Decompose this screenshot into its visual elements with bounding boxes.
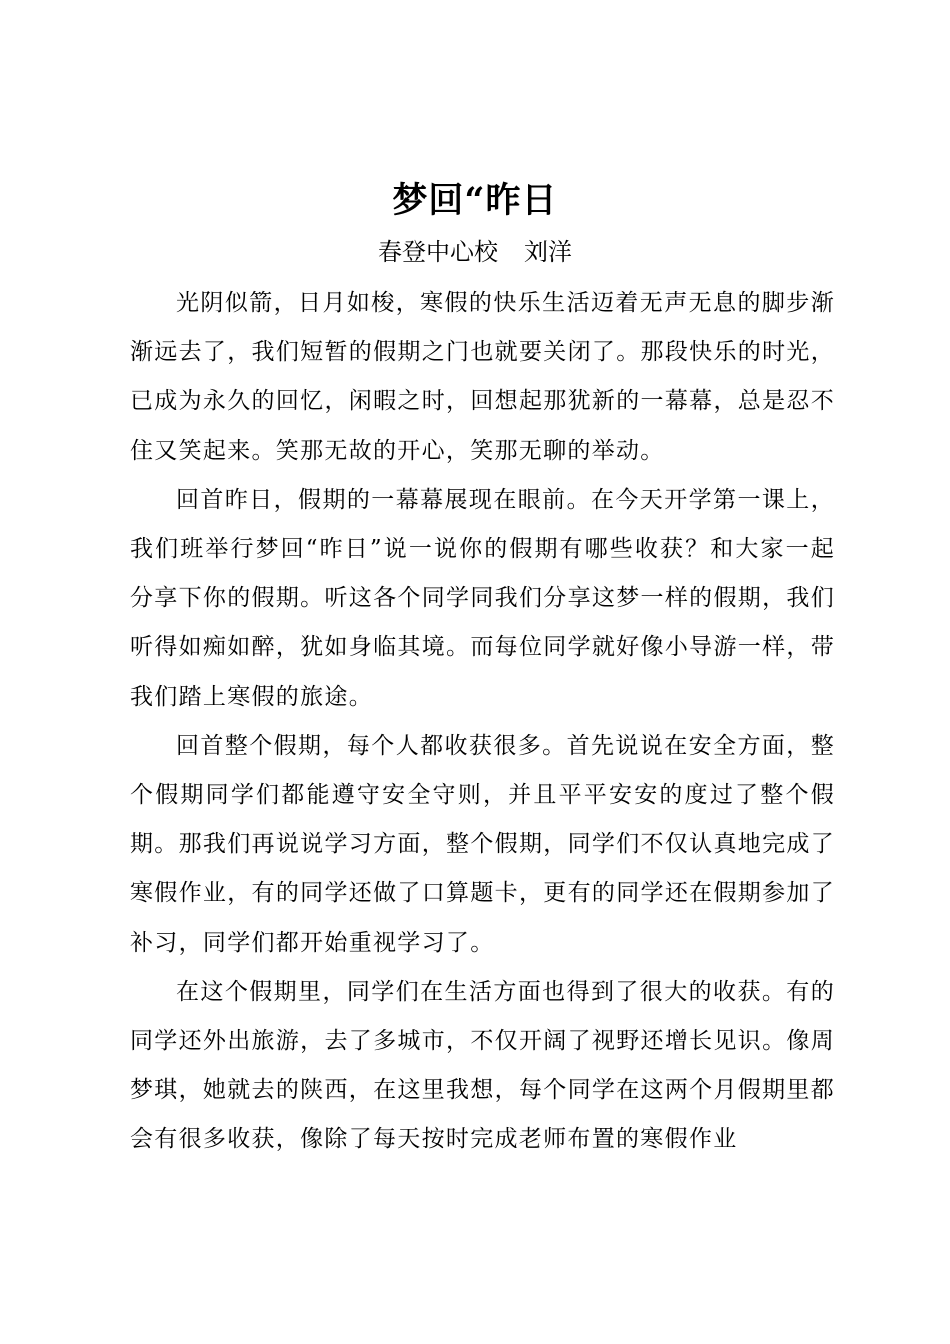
paragraph: 光阴似箭，日月如梭，寒假的快乐生活迈着无声无息的脚步渐渐远去了，我们短暂的假期之门也就要关闭了。那段快乐的时光，已成为永久的回忆，闲暇之时，回想起那犹新的一幕幕，总是忍不住又笑起来。笑那无故的开心，笑那无聊的举动。 bbox=[130, 290, 835, 464]
paragraph: 回首昨日，假期的一幕幕展现在眼前。在今天开学第一课上，我们班举行梦回“昨日”说一说你的假期有哪些收获？和大家一起分享下你的假期。听这各个同学同我们分享这梦一样的假期，我们听得如痴如醉，犹如身临其境。而每位同学就好像小导游一样，带我们踏上寒假的旅途。 bbox=[130, 486, 835, 710]
document-title: 梦回“昨日 bbox=[392, 180, 558, 221]
byline bbox=[0, 234, 950, 270]
paragraph: 回首整个假期，每个人都收获很多。首先说说在安全方面，整个假期同学们都能遵守安全守则，并且平平安安的度过了整个假期。那我们再说说学习方面，整个假期，同学们不仅认真地完成了寒假作业，有的同学还做了口算题卡，更有的同学还在假期参加了补习，同学们都开始重视学习了。 bbox=[130, 732, 835, 956]
school-name: 春登中心校 bbox=[378, 238, 498, 266]
paragraph: 在这个假期里，同学们在生活方面也得到了很大的收获。有的同学还外出旅游，去了多城市，不仅开阔了视野还增长见识。像周梦琪，她就去的陕西，在这里我想，每个同学在这两个月假期里都会有很多收获，像除了每天按时完成老师布置的寒假作业 bbox=[130, 978, 835, 1153]
author-name: 刘洋 bbox=[524, 238, 572, 266]
article-body bbox=[130, 279, 835, 1165]
